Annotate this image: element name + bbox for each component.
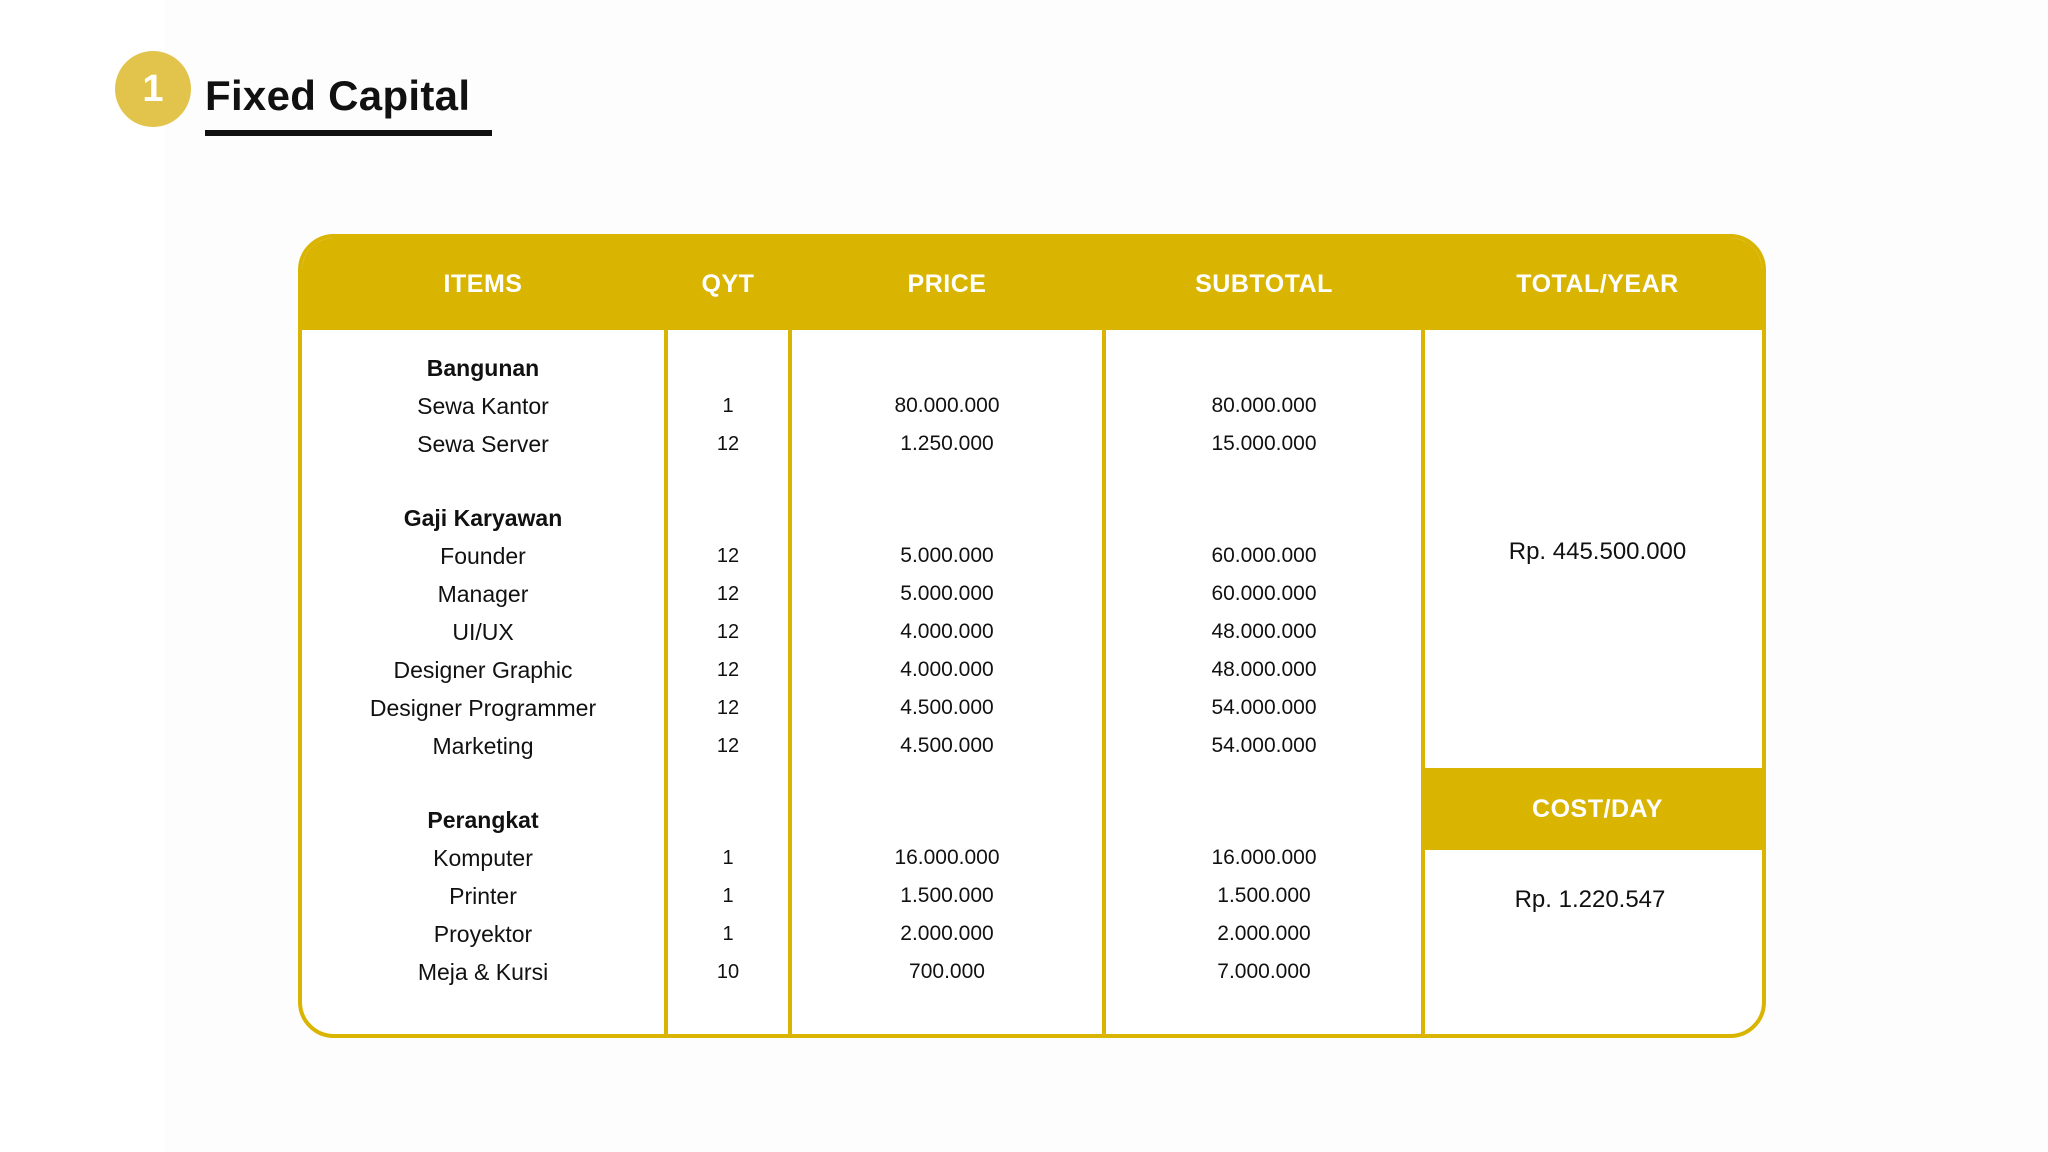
subtotal-cell: 80.000.000 bbox=[1211, 394, 1317, 417]
header-items: ITEMS bbox=[443, 269, 523, 298]
price-cell: 1.250.000 bbox=[900, 432, 994, 455]
qty-cell: 12 bbox=[716, 583, 740, 605]
qty-cell: 12 bbox=[716, 433, 740, 455]
price-cell: 80.000.000 bbox=[894, 394, 1000, 417]
price-cell: 5.000.000 bbox=[900, 582, 994, 605]
section-number: 1 bbox=[142, 67, 164, 110]
title-underline bbox=[205, 130, 492, 136]
header-price: PRICE bbox=[907, 269, 987, 298]
qty-cell: 12 bbox=[716, 735, 740, 757]
subtotal-cell: 7.000.000 bbox=[1217, 960, 1311, 983]
subtotal-cell: 54.000.000 bbox=[1211, 696, 1317, 719]
qty-cell: 1 bbox=[722, 885, 734, 907]
section-heading: Gaji Karyawan bbox=[403, 505, 563, 531]
qty-cell: 1 bbox=[722, 395, 734, 417]
section-heading: Perangkat bbox=[427, 807, 539, 833]
item-cell: Proyektor bbox=[433, 921, 533, 947]
subtotal-cell: 2.000.000 bbox=[1217, 922, 1311, 945]
item-cell: Designer Programmer bbox=[369, 695, 597, 721]
header-subtotal: SUBTOTAL bbox=[1195, 269, 1333, 298]
item-cell: Founder bbox=[440, 543, 526, 569]
qty-cell: 1 bbox=[722, 847, 734, 869]
total-year-value: Rp. 445.500.000 bbox=[1508, 538, 1687, 565]
item-cell: UI/UX bbox=[452, 619, 514, 645]
price-cell: 4.000.000 bbox=[900, 620, 994, 643]
subtotal-cell: 60.000.000 bbox=[1211, 544, 1317, 567]
item-cell: Sewa Server bbox=[417, 431, 549, 457]
subtotal-cell: 16.000.000 bbox=[1211, 846, 1317, 869]
cost-day-header: COST/DAY bbox=[1425, 768, 1766, 850]
header-qty: QYT bbox=[701, 269, 755, 298]
item-cell: Printer bbox=[449, 883, 517, 909]
price-cell: 16.000.000 bbox=[894, 846, 1000, 869]
qty-cell: 12 bbox=[716, 545, 740, 567]
fixed-capital-table bbox=[298, 234, 1766, 1038]
cost-day-value: Rp. 1.220.547 bbox=[1514, 886, 1666, 913]
item-cell: Komputer bbox=[433, 845, 533, 871]
header-total-year: TOTAL/YEAR bbox=[1516, 269, 1679, 298]
item-cell: Meja & Kursi bbox=[417, 959, 549, 985]
qty-cell: 10 bbox=[716, 961, 740, 983]
item-cell: Manager bbox=[437, 581, 529, 607]
section-heading: Bangunan bbox=[426, 355, 540, 381]
price-cell: 700.000 bbox=[909, 960, 985, 983]
item-cell: Marketing bbox=[432, 733, 534, 759]
price-cell: 4.500.000 bbox=[900, 696, 994, 719]
qty-cell: 1 bbox=[722, 923, 734, 945]
subtotal-cell: 60.000.000 bbox=[1211, 582, 1317, 605]
item-cell: Designer Graphic bbox=[393, 657, 573, 683]
price-cell: 1.500.000 bbox=[900, 884, 994, 907]
subtotal-cell: 15.000.000 bbox=[1211, 432, 1317, 455]
page-title: Fixed Capital bbox=[205, 72, 471, 119]
qty-cell: 12 bbox=[716, 697, 740, 719]
qty-cell: 12 bbox=[716, 659, 740, 681]
subtotal-cell: 48.000.000 bbox=[1211, 620, 1317, 643]
qty-cell: 12 bbox=[716, 621, 740, 643]
price-cell: 4.000.000 bbox=[900, 658, 994, 681]
subtotal-cell: 54.000.000 bbox=[1211, 734, 1317, 757]
table-header bbox=[302, 238, 1762, 330]
subtotal-cell: 1.500.000 bbox=[1217, 884, 1311, 907]
subtotal-cell: 48.000.000 bbox=[1211, 658, 1317, 681]
price-cell: 5.000.000 bbox=[900, 544, 994, 567]
price-cell: 4.500.000 bbox=[900, 734, 994, 757]
item-cell: Sewa Kantor bbox=[417, 393, 549, 419]
section-number-badge bbox=[115, 51, 191, 127]
price-cell: 2.000.000 bbox=[900, 922, 994, 945]
